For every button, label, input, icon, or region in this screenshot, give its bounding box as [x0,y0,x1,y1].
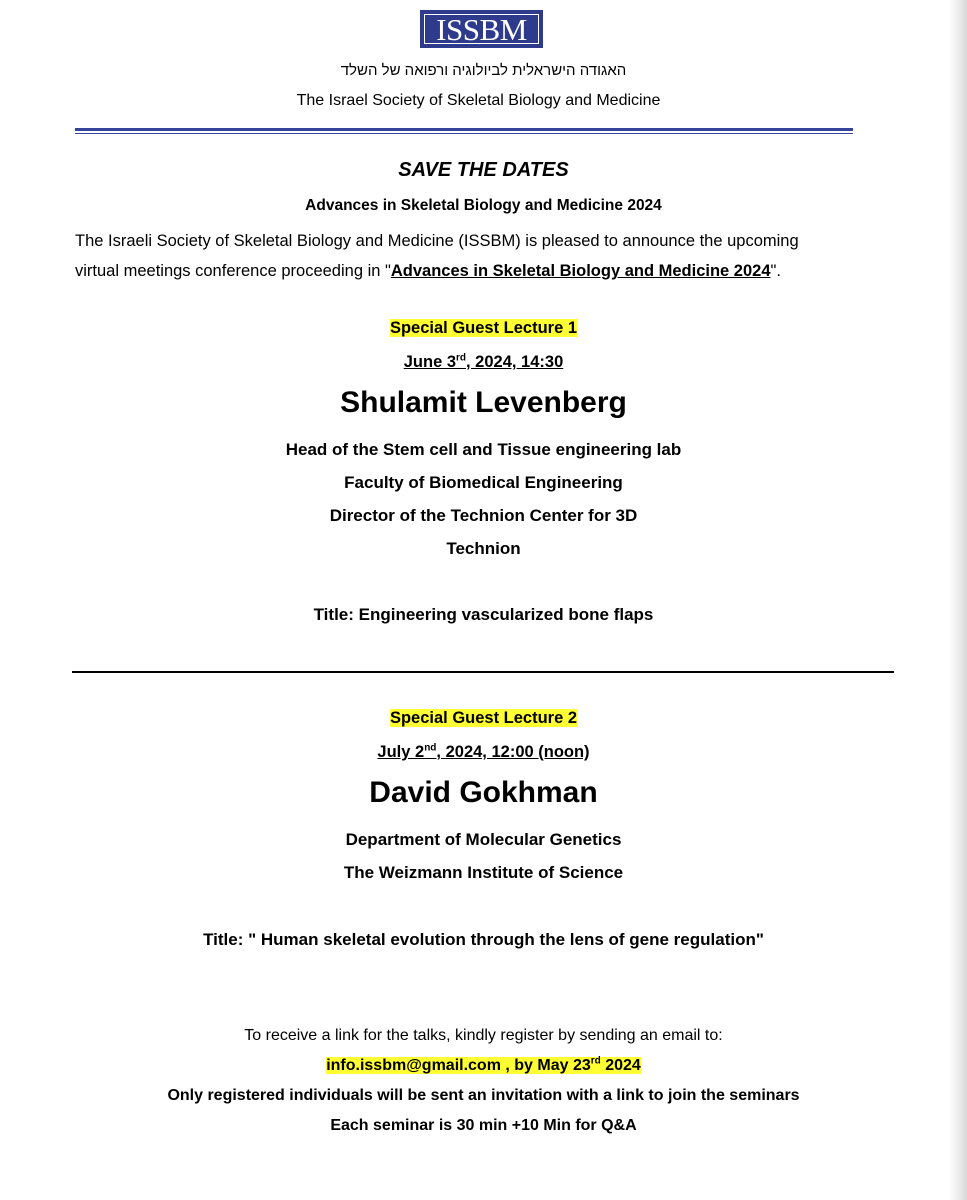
registration-deadline-year: 2024 [600,1057,641,1074]
lecture-1-title: Title: Engineering vascularized bone flaps [313,605,654,624]
hebrew-society-name: האגודה הישראלית לביולוגיה ורפואה של השלד [340,62,627,79]
save-the-dates-heading: SAVE THE DATES [398,159,569,181]
lecture-1-speaker: Shulamit Levenberg [340,386,627,419]
header-divider-thin [75,133,853,134]
lecture-1-label-row [0,318,967,338]
intro-paragraph [75,226,875,286]
registration-contact-row [0,1056,967,1076]
lecture-1-affiliation-3: Director of the Technion Center for 3D [329,506,638,525]
issbm-logo [420,10,543,48]
lecture-2-date-day: July 2 [377,743,425,761]
lecture-1-affiliation-2: Faculty of Biomedical Engineering [344,473,623,492]
lecture-2-affiliation-1: Department of Molecular Genetics [345,830,622,849]
header-divider-thick [75,128,853,131]
registration-deadline-suffix: rd [590,1055,601,1067]
lecture-2-label: Special Guest Lecture 2 [389,709,578,727]
registration-email-deadline: info.issbm@gmail.com , by May 23 [326,1057,591,1074]
intro-line-1: The Israeli Society of Skeletal Biology and Medicine (ISSBM) is pleased to announce the upcoming [75,232,799,250]
lecture-1-date [0,351,967,373]
intro-line-2 [75,256,875,286]
page-edge-shadow [949,0,967,1200]
logo-text: ISSBM [424,14,539,44]
intro-line-2-after: ". [770,262,781,280]
lecture-1-date-rest: , 2024, 14:30 [466,353,564,371]
registration-instruction: To receive a link for the talks, kindly register by sending an email to: [244,1027,723,1044]
society-name: The Israel Society of Skeletal Biology and Medicine [296,92,661,109]
lecture-2-speaker: David Gokhman [369,776,598,809]
lecture-2-title: Title: " Human skeletal evolution through the lens of gene regulation" [203,930,764,949]
lecture-2-date-suffix: nd [424,742,437,754]
lecture-divider [72,671,894,673]
conference-title: Advances in Skeletal Biology and Medicine 2024 [305,197,662,214]
registration-contact [326,1057,641,1074]
lecture-2-label-row [0,708,967,728]
lecture-1-date-day: June 3 [403,353,457,371]
registration-note-1: Only registered individuals will be sent an invitation with a link to join the seminars [167,1087,800,1104]
intro-line-2-before: virtual meetings conference proceeding in " [75,262,391,280]
registration-note-2: Each seminar is 30 min +10 Min for Q&A [330,1117,637,1134]
lecture-2-date-rest: , 2024, 12:00 (noon) [436,743,590,761]
lecture-2-affiliation-2: The Weizmann Institute of Science [343,863,624,882]
lecture-1-date-suffix: rd [456,352,467,364]
lecture-2-date [0,741,967,763]
lecture-1-affiliation-4: Technion [446,539,521,558]
conference-name-link: Advances in Skeletal Biology and Medicine 2024 [390,262,771,280]
lecture-1-affiliation-1: Head of the Stem cell and Tissue engineering lab [285,440,682,459]
lecture-1-label: Special Guest Lecture 1 [389,319,578,337]
